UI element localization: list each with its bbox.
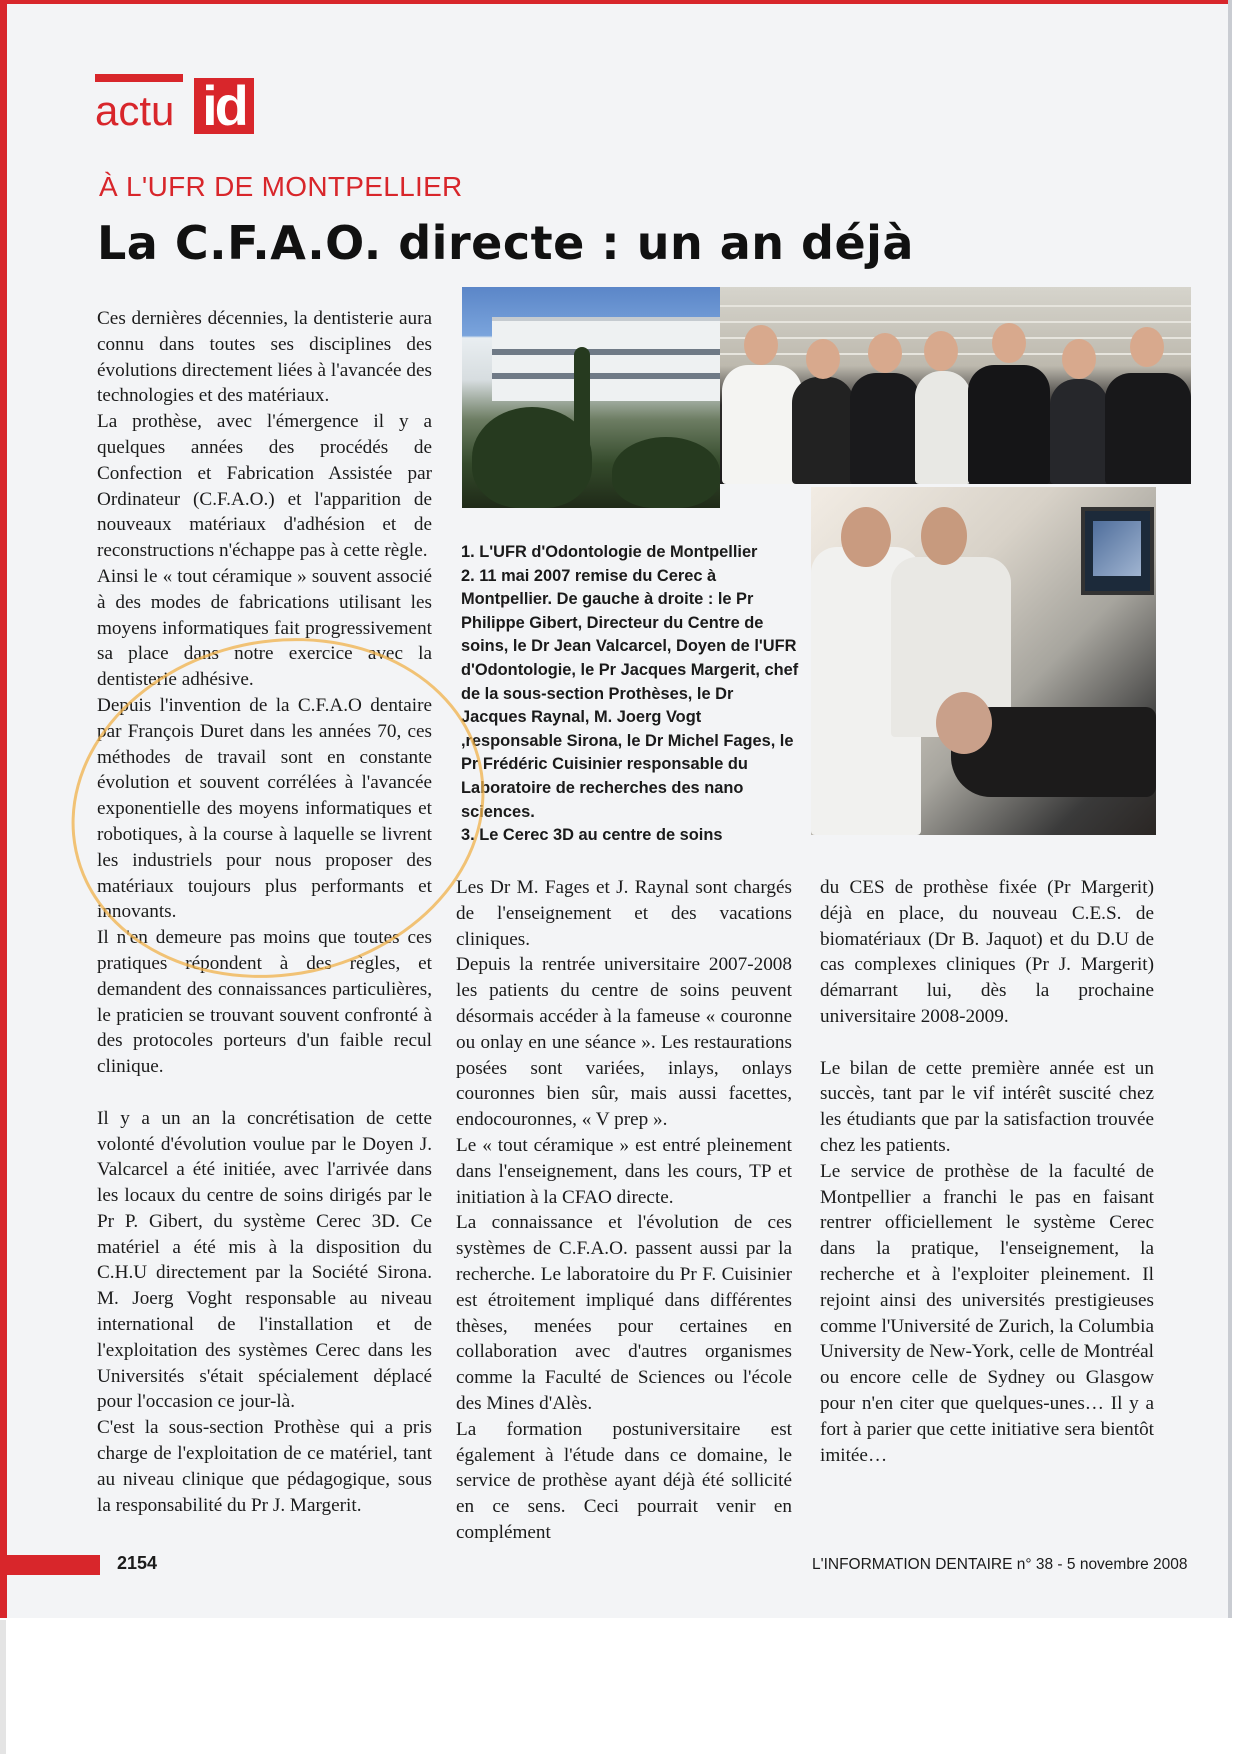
person-suit <box>792 377 854 484</box>
patient-head <box>936 692 992 754</box>
article-column-2 <box>456 875 792 1546</box>
article-column-3 <box>820 875 1154 1468</box>
paragraph: Le « tout céramique » est entré pleinement dans l'enseignement, dans les cours, TP et initiation à la CFAO directe. <box>456 1134 792 1208</box>
paragraph: Depuis l'invention de la C.F.A.O dentaire par François Duret dans les années 70, ces méthodes de travail sont en constante évolution et souvent corrélées à l'avancée exponentielle des moyens informatiques et robotiques, à la course à laquelle se livrent les industriels pour nous proposer des matériaux toujours plus performants et innovants. <box>97 694 432 923</box>
paragraph: Il n'en demeure pas moins que toutes ces pratiques répondent à des règles, et demandent des connaissances particulières, le praticien se trouvant souvent confronté à des protocoles porteurs d'un faible recul clinique. <box>97 927 432 1078</box>
paragraph: Il y a un an la concrétisation de cette volonté d'évolution voulue par le Doyen J. Valcarcel a été initiée, avec l'arrivée dans les locaux du centre de soins dirigés par le Pr P. Gibert, du système Cerec 3D. Ce matériel a été mis à la disposition du C.H.U directement par la Société Sirona. M. Joerg Voght responsable au niveau international de l'installation et de l'exploitation des systèmes Cerec dans les Universités s'était spécialement déplacé pour l'occasion ce jour-là. <box>97 1107 432 1413</box>
person-head <box>992 323 1026 363</box>
paragraph: Le bilan de cette première année est un succès, tant par le vif intérêt suscité chez les étudiants que par la satisfaction trouvée chez les patients. <box>820 1057 1154 1156</box>
person-head <box>744 325 778 365</box>
page-number: 2154 <box>117 1553 158 1573</box>
monitor-screen <box>1093 521 1141 576</box>
paragraph: Depuis la rentrée universitaire 2007-2008 les patients du centre de soins peuvent désormais accéder à la fameuse « couronne ou onlay en une séance ». Les restaurations posées sont variées, inlays, onlays couronnes bien sûr, mais aussi facettes, endocouronnes, « V prep ». <box>456 954 792 1131</box>
building-shape <box>492 317 720 401</box>
person-suit <box>1050 379 1108 484</box>
person-white-coat <box>722 365 802 484</box>
photo-ufr-building <box>462 287 720 508</box>
paragraph: Le service de prothèse de la faculté de Montpellier a franchi le pas en faisant rentrer officiellement le système Cerec dans la pratique, l'enseignement, la recherche et à l'exploiter pleinement. Il rejoint ainsi des universités prestigieuses comme l'Université de Zurich, la Columbia University de New-York, celle de Montréal ou encore celle de Sydney ou Glasgow pour n'en citer que quelques-unes… Il y a fort à parier que cette initiative sera bientôt imitée… <box>820 1160 1154 1466</box>
paragraph: La connaissance et l'évolution de ces systèmes de C.F.A.O. passent aussi par la recherche. Le laboratoire du Pr F. Cuisinier est étroitement impliqué dans différentes thèses, menées pour certaines en collaboration avec d'autres organismes comme la Faculté de Sciences ou l'école des Mines d'Alès. <box>456 1212 792 1414</box>
person-suit <box>1105 373 1191 484</box>
caption-line-3: 3. Le Cerec 3D au centre de soins <box>461 826 723 845</box>
person-head <box>1130 327 1164 367</box>
person-white-shirt <box>915 371 971 484</box>
paragraph: La prothèse, avec l'émergence il y a quelques années des procédés de Confection et Fabrication Assistée par Ordinateur (C.F.A.O.) et l'apparition de nouveaux matériaux d'adhésion et de reconstructions n'échappe pas à cette règle. <box>97 411 432 562</box>
assistant-head <box>921 507 967 565</box>
caption-line-1: 1. L'UFR d'Odontologie de Montpellier <box>461 543 758 561</box>
caption-line-2: 2. 11 mai 2007 remise du Cerec à Montpellier. De gauche à droite : le Pr Philippe Gibert, Directeur du Centre de soins, le Dr Jean Valcarcel, Doyen de l'UFR d'Odontologie, le Pr Jacques Margerit, chef de la sous-section Prothèses, le Dr Jacques Raynal, M. Joerg Vogt ,responsable Sirona, le Dr Michel Fages, le Pr Frédéric Cuisinier responsable du Laboratoire de recherches des nano sciences. <box>461 566 799 821</box>
photo-group-cerec-handover <box>720 287 1191 484</box>
logo-id: id <box>194 78 254 134</box>
dentist-head <box>841 507 891 567</box>
paragraph: du CES de prothèse fixée (Pr Margerit) déjà en place, du nouveau C.E.S. de biomatériaux (Dr B. Jaquot) et du D.U de cas complexes cliniques (Pr J. Margerit) démarrant lui, dès la prochaine universitaire 2008-2009. <box>820 877 1154 1027</box>
paragraph: Les Dr M. Fages et J. Raynal sont chargés de l'enseignement et des vacations cliniques. <box>456 877 792 950</box>
window-blind <box>720 305 1191 307</box>
person-suit <box>968 365 1050 484</box>
paragraph: La formation postuniversitaire est également à l'étude dans ce domaine, le service de prothèse ayant déjà été sollicité en ce sens. Ceci pourrait venir en complément <box>456 1418 792 1543</box>
photo-cerec-clinic <box>811 487 1156 835</box>
cerec-monitor <box>1081 507 1154 595</box>
photo-caption <box>461 541 801 848</box>
window-blind <box>720 337 1191 339</box>
logo-actu: actu <box>95 87 175 134</box>
person-head <box>868 333 902 373</box>
journal-reference: L'INFORMATION DENTAIRE n° 38 - 5 novembre 2008 <box>812 1556 1188 1573</box>
logo-bar <box>95 74 183 82</box>
building-windows <box>492 349 720 355</box>
person-suit <box>850 373 920 484</box>
person-head <box>1062 339 1096 379</box>
right-edge <box>1228 0 1232 1618</box>
scan-margin <box>0 1620 6 1754</box>
cypress-tree <box>574 347 590 457</box>
paragraph: C'est la sous-section Prothèse qui a pris charge de l'exploitation de ce matériel, tant au niveau clinique que pédagogique, sous la responsabilité du Pr J. Margerit. <box>97 1417 432 1516</box>
top-edge <box>0 0 1232 4</box>
tree-shape <box>612 437 720 508</box>
footer-red-bar <box>0 1555 100 1575</box>
left-edge <box>0 0 7 1618</box>
window-blind <box>720 321 1191 323</box>
article-kicker: À L'UFR DE MONTPELLIER <box>99 171 463 202</box>
person-head <box>806 339 840 379</box>
building-windows <box>492 373 720 379</box>
article-title: La C.F.A.O. directe : un an déjà <box>97 216 914 270</box>
paragraph: Ces dernières décennies, la dentisterie aura connu dans toutes ses disciplines des évolutions directement liées à l'avancée des technologies et des matériaux. <box>97 308 432 407</box>
person-head <box>924 331 958 371</box>
paragraph: Ainsi le « tout céramique » souvent associé à des modes de fabrications utilisant les moyens informatiques fait progressivement sa place dans notre exercice avec la dentisterie adhésive. <box>97 565 432 691</box>
